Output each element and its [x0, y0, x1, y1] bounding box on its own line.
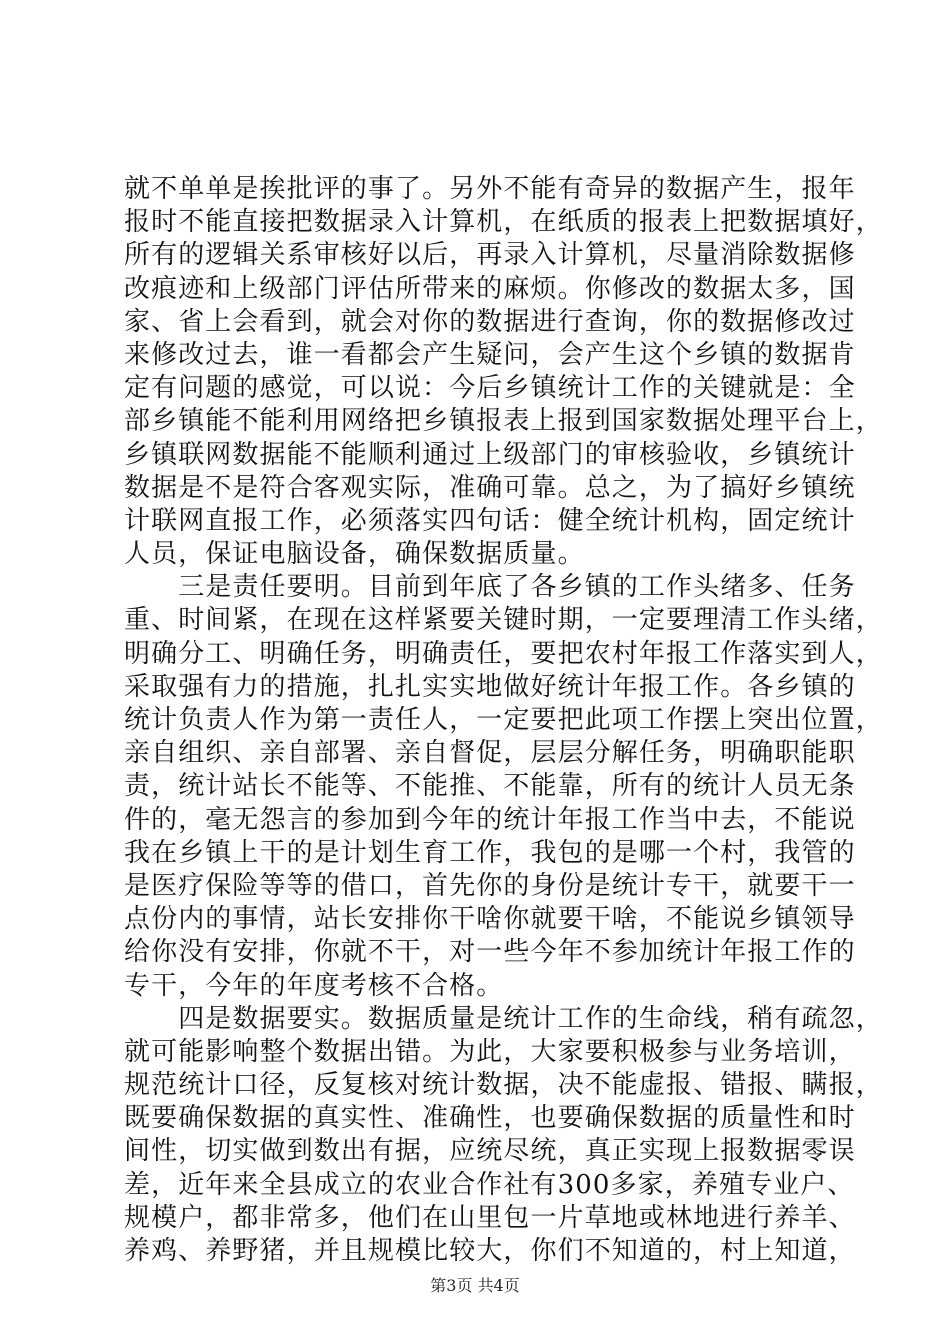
text-line: 数据是不是符合客观实际，准确可靠。总之，为了搞好乡镇统 [124, 472, 856, 503]
text-line: 重、时间紧，在现在这样紧要关键时期，一定要理清工作头绪， [124, 605, 883, 636]
paragraph-start-line: 三是责任要明。目前到年底了各乡镇的工作头绪多、任务 [124, 572, 856, 603]
text-line: 责，统计站长不能等、不能推、不能靠，所有的统计人员无条 [124, 771, 856, 802]
text-line: 养鸡、养野猪，并且规模比较大，你们不知道的，村上知道， [124, 1236, 856, 1266]
text-line: 亲自组织、亲自部署、亲自督促，层层分解任务，明确职能职 [124, 738, 856, 769]
text-line: 计联网直报工作，必须落实四句话：健全统计机构，固定统计 [124, 505, 856, 536]
text-line: 所有的逻辑关系审核好以后，再录入计算机，尽量消除数据修 [124, 240, 856, 271]
text-line: 差，近年来全县成立的农业合作社有300多家，养殖专业户、 [124, 1169, 855, 1200]
text-line: 专干，今年的年度考核不合格。 [124, 970, 504, 1001]
text-line: 规模户，都非常多，他们在山里包一片草地或林地进行养羊、 [124, 1202, 856, 1233]
text-line: 定有问题的感觉，可以说：今后乡镇统计工作的关键就是：全 [124, 373, 856, 404]
text-line: 我在乡镇上干的是计划生育工作，我包的是哪一个村，我管的 [124, 837, 856, 868]
paragraph-start-line: 四是数据要实。数据质量是统计工作的生命线，稍有疏忽， [124, 1003, 883, 1034]
text-line: 明确分工、明确任务，明确责任，要把农村年报工作落实到人， [124, 638, 883, 669]
text-line: 采取强有力的措施，扎扎实实地做好统计年报工作。各乡镇的 [124, 671, 856, 702]
text-line: 乡镇联网数据能不能顺利通过上级部门的审核验收，乡镇统计 [124, 439, 856, 470]
text-line: 就不单单是挨批评的事了。另外不能有奇异的数据产生，报年 [124, 174, 856, 204]
text-line: 统计负责人作为第一责任人，一定要把此项工作摆上突出位置， [124, 705, 883, 735]
text-line: 点份内的事情，站长安排你干啥你就要干啥，不能说乡镇领导 [124, 904, 856, 935]
page-number-footer: 第3页 共4页 [430, 1276, 520, 1295]
text-line: 报时不能直接把数据录入计算机，在纸质的报表上把数据填好， [124, 207, 883, 238]
text-line: 人员，保证电脑设备，确保数据质量。 [124, 539, 585, 570]
text-line: 件的，毫无怨言的参加到今年的统计年报工作当中去，不能说 [124, 804, 856, 835]
body-text [124, 173, 883, 1268]
text-line: 间性，切实做到数出有据，应统尽统，真正实现上报数据零误 [124, 1136, 856, 1167]
text-line: 部乡镇能不能利用网络把乡镇报表上报到国家数据处理平台上， [124, 406, 883, 437]
text-line: 是医疗保险等等的借口，首先你的身份是统计专干，就要干一 [124, 870, 856, 901]
text-line: 给你没有安排，你就不干，对一些今年不参加统计年报工作的 [124, 937, 856, 968]
text-line: 家、省上会看到，就会对你的数据进行查询，你的数据修改过 [124, 306, 856, 337]
text-line: 就可能影响整个数据出错。为此，大家要积极参与业务培训， [124, 1036, 856, 1067]
text-line: 规范统计口径，反复核对统计数据，决不能虚报、错报、瞒报， [124, 1070, 883, 1101]
text-line: 既要确保数据的真实性、准确性，也要确保数据的质量性和时 [124, 1103, 856, 1134]
text-line: 来修改过去，谁一看都会产生疑问，会产生这个乡镇的数据肯 [124, 339, 856, 370]
text-line: 改痕迹和上级部门评估所带来的麻烦。你修改的数据太多，国 [124, 273, 856, 304]
